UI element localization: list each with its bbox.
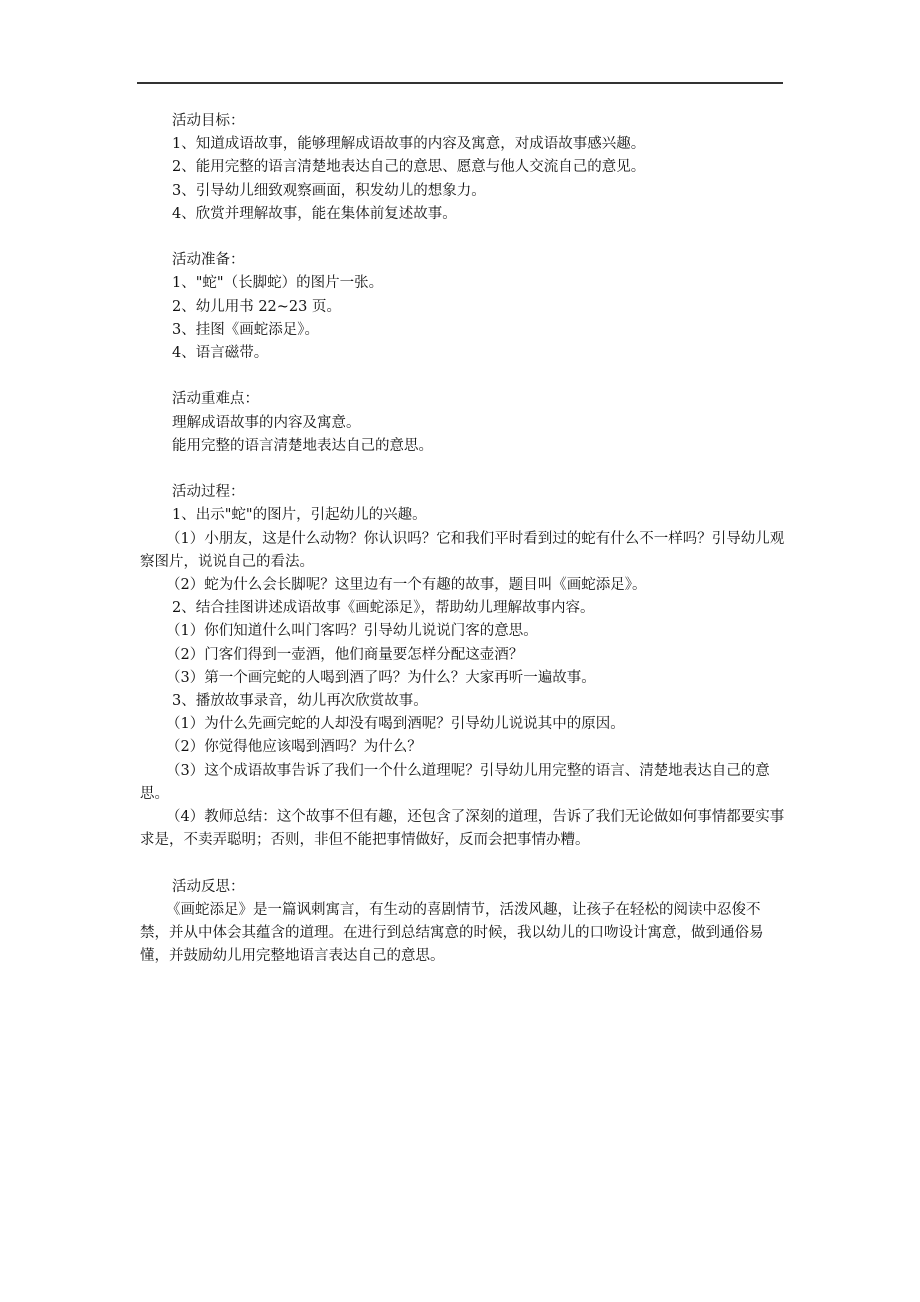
preparation-item: 2、幼儿用书 22~23 页。 [172, 298, 341, 315]
spacer [140, 365, 786, 388]
preparation-item: 1、"蛇"（长脚蛇）的图片一张。 [172, 275, 384, 292]
spacer [140, 852, 786, 875]
process-step: 3、播放故事录音，幼儿再次欣赏故事。 [172, 693, 428, 710]
goal-item: 1、知道成语故事，能够理解成语故事的内容及寓意，对成语故事感兴趣。 [172, 136, 646, 153]
goal-item: 2、能用完整的语言清楚地表达自己的意思、愿意与他人交流自己的意见。 [172, 159, 646, 176]
key-point-item: 理解成语故事的内容及寓意。 [172, 414, 361, 431]
header-rule [137, 82, 783, 84]
process-substep: （4）教师总结：这个故事不但有趣，还包含了深刻的道理，告诉了我们无论做如何事情都要实事求是，不卖弄聪明；否则，非但不能把事情做好，反而会把事情办糟。 [140, 809, 785, 849]
process-substep: （2）蛇为什么会长脚呢？这里边有一个有趣的故事，题目叫《画蛇添足》。 [166, 577, 647, 594]
process-substep: （2）门客们得到一壶酒，他们商量要怎样分配这壶酒？ [166, 646, 524, 663]
goal-item: 3、引导幼儿细致观察画面，积发幼儿的想象力。 [172, 182, 486, 199]
key-point-item: 能用完整的语言清楚地表达自己的意思。 [172, 437, 433, 454]
process-substep: （3）这个成语故事告诉了我们一个什么道理呢？引导幼儿用完整的语言、清楚地表达自己的意思。 [140, 762, 770, 802]
section-heading-reflection: 活动反思： [172, 878, 245, 895]
preparation-item: 4、语言磁带。 [172, 345, 269, 362]
process-substep: （1）你们知道什么叫门客吗？引导幼儿说说门客的意思。 [166, 623, 538, 640]
spacer [140, 458, 786, 481]
section-heading-goals: 活动目标： [172, 113, 245, 129]
section-heading-preparation: 活动准备： [172, 252, 245, 269]
spacer [140, 226, 786, 249]
reflection-body: 《画蛇添足》是一篇讽刺寓言，有生动的喜剧情节，活泼风趣，让孩子在轻松的阅读中忍俊不禁，并从中体会其蕴含的道理。在进行到总结寓意的时候，我以幼儿的口吻设计寓意，做到通俗易懂，并鼓励幼儿用完整地语言表达自己的意思。 [140, 901, 764, 965]
goal-item: 4、欣赏并理解故事，能在集体前复述故事。 [172, 205, 457, 222]
process-step: 1、出示"蛇"的图片，引起幼儿的兴趣。 [172, 507, 427, 524]
process-substep: （2）你觉得他应该喝到酒吗？为什么？ [166, 739, 422, 756]
process-substep: （3）第一个画完蛇的人喝到酒了吗？为什么？大家再听一遍故事。 [166, 669, 596, 686]
process-step: 2、结合挂图讲述成语故事《画蛇添足》，帮助幼儿理解故事内容。 [172, 600, 595, 617]
process-substep: （1）为什么先画完蛇的人却没有喝到酒呢？引导幼儿说说其中的原因。 [166, 716, 625, 733]
section-heading-key-points: 活动重难点： [172, 391, 259, 408]
preparation-item: 3、挂图《画蛇添足》。 [172, 321, 319, 338]
process-substep: （1）小朋友，这是什么动物？你认识吗？它和我们平时看到过的蛇有什么不一样吗？引导幼儿观察图片，说说自己的看法。 [140, 530, 785, 570]
document-page [140, 110, 786, 968]
section-heading-process: 活动过程： [172, 484, 245, 501]
